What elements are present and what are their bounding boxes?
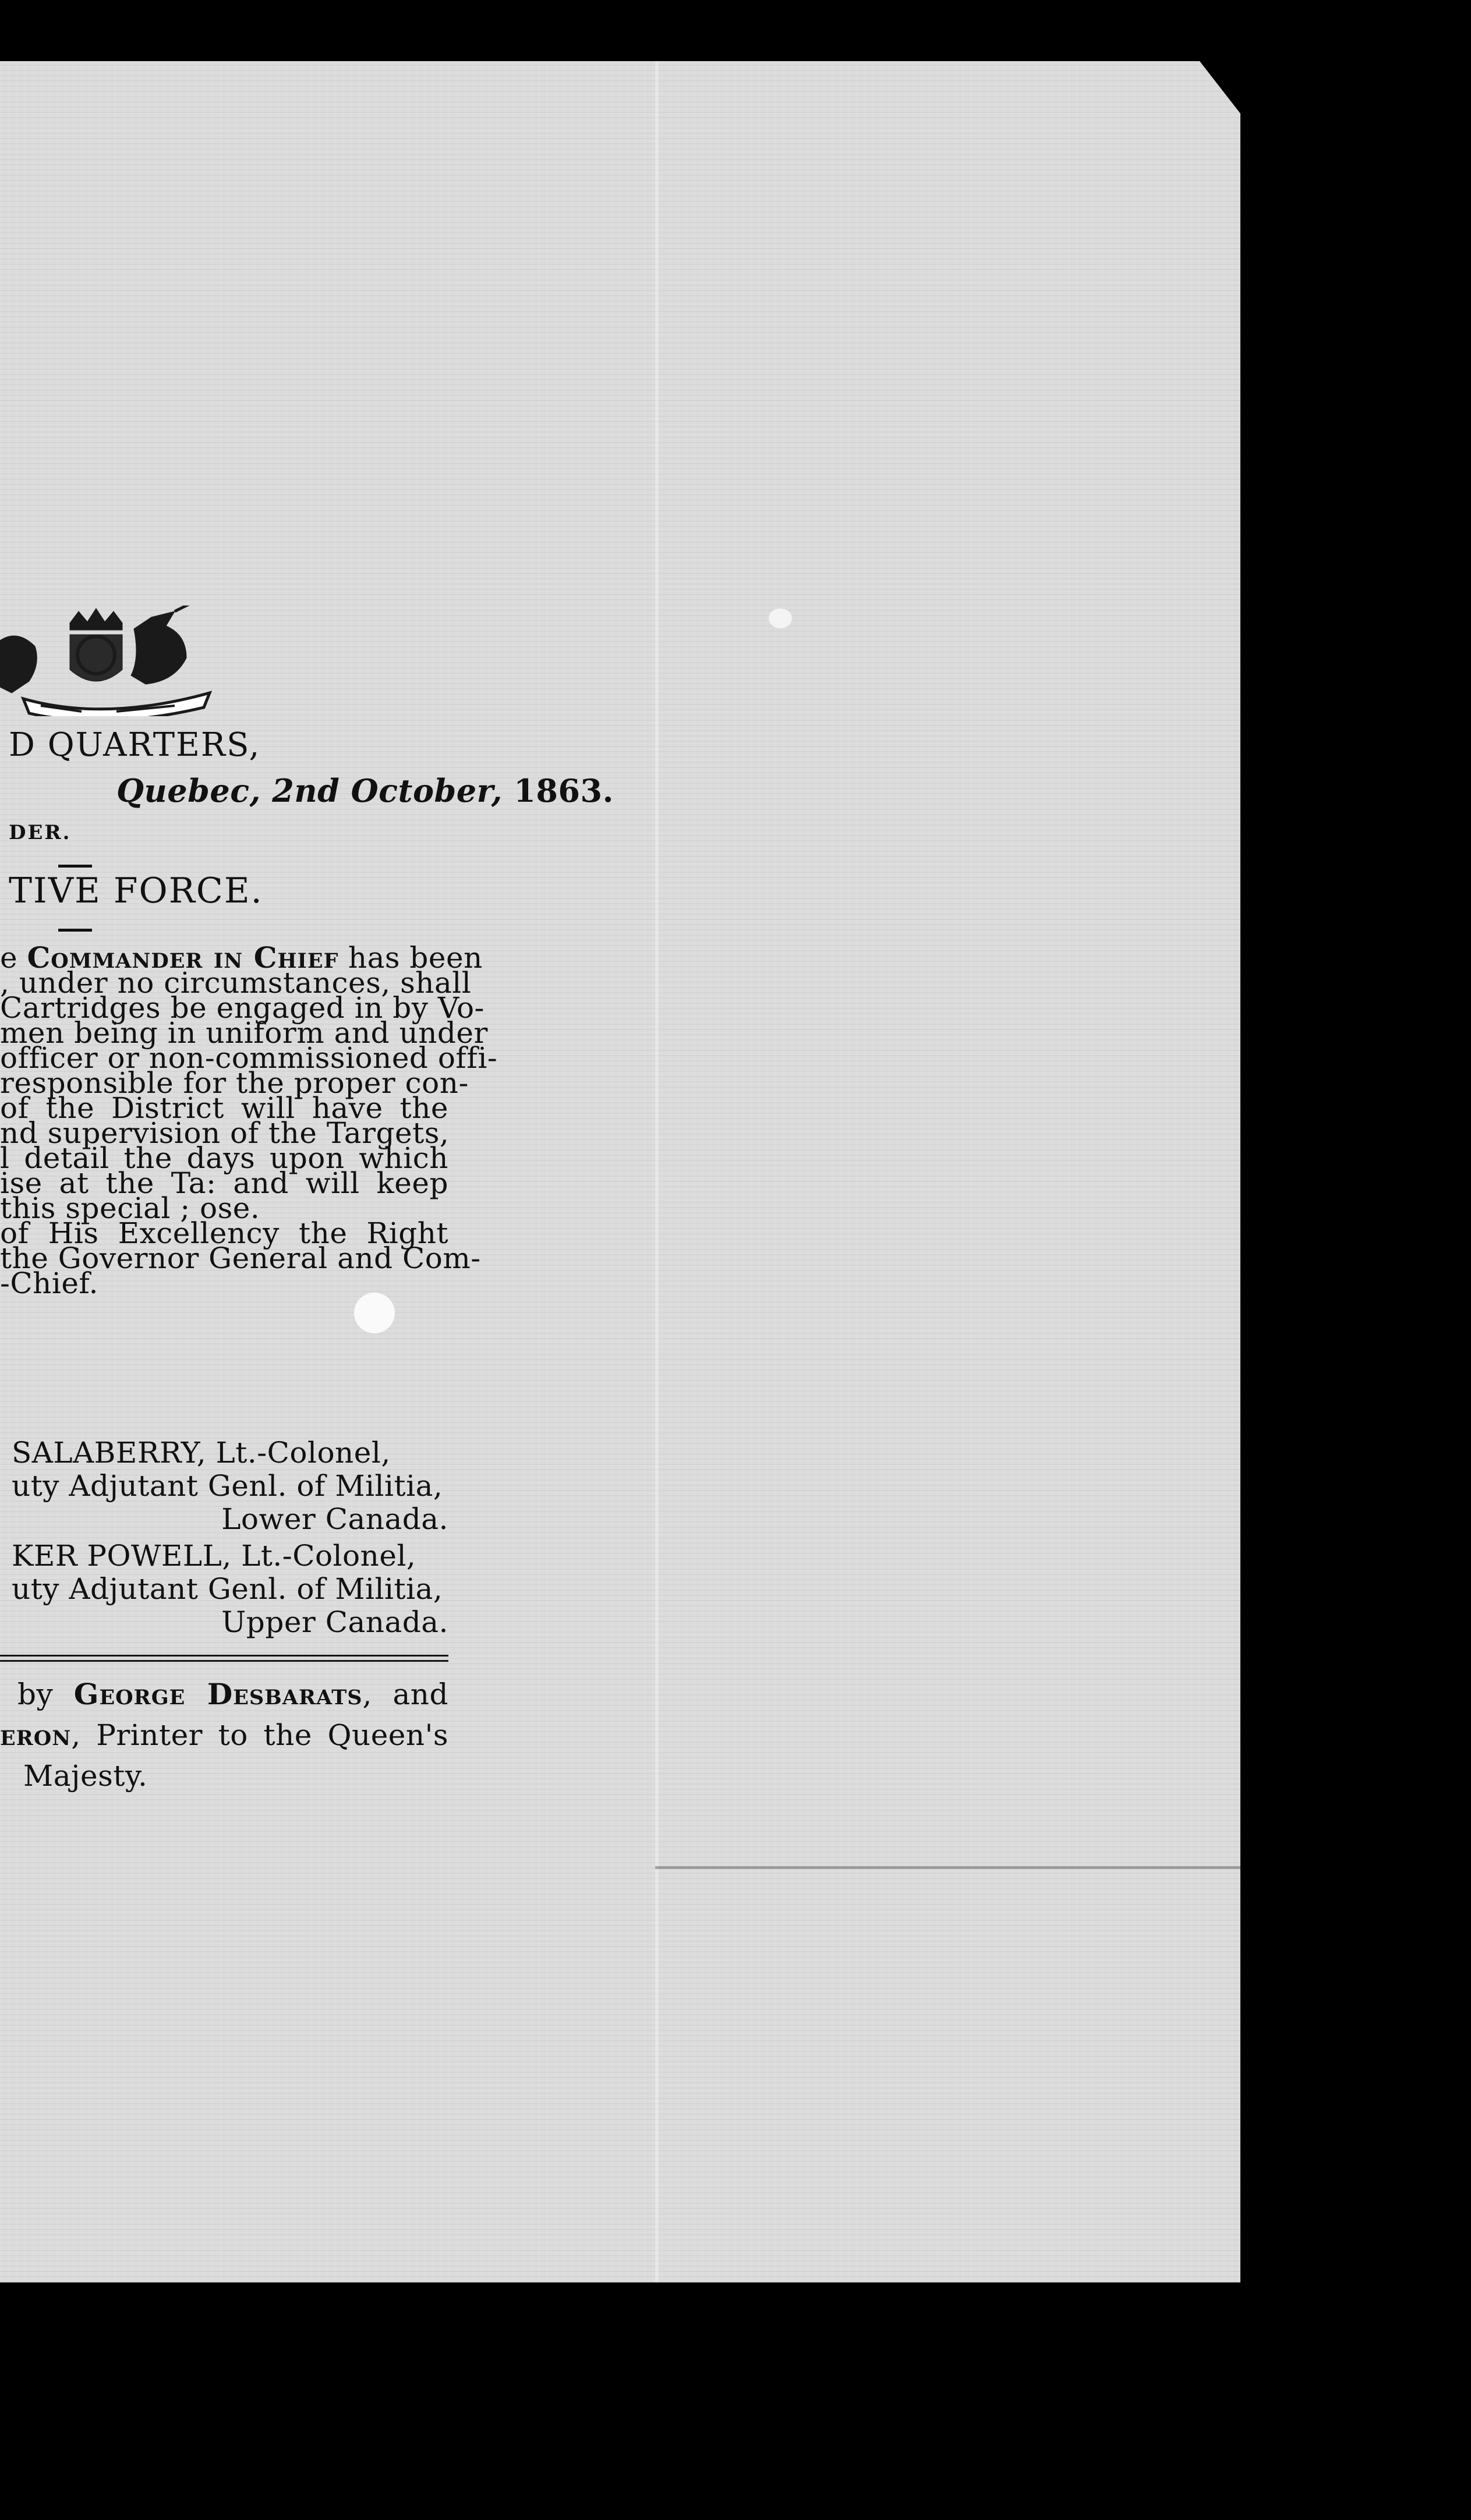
divider-rule	[58, 929, 92, 932]
headquarters-heading: D QUARTERS,	[9, 726, 261, 764]
signature-name-line: SALABERRY, Lt.-Colonel,	[12, 1436, 391, 1470]
royal-coat-of-arms-image	[0, 606, 215, 716]
horizontal-fold-line	[655, 1866, 1240, 1869]
body-text-line: officer or non-commissioned offi-	[0, 1041, 498, 1075]
vertical-fold-line	[655, 61, 659, 2282]
body-text-line: nd supervision of the Targets,	[0, 1116, 450, 1150]
body-text-line: responsible for the proper con-	[0, 1066, 469, 1100]
dateline-place-date: Quebec, 2nd October,	[116, 772, 503, 809]
body-text-line: -Chief.	[0, 1266, 99, 1300]
body-text-line: the Governor General and Com-	[0, 1241, 481, 1275]
body-text-line: l detail the days upon which	[0, 1141, 448, 1175]
body-text-line: men being in uniform and under	[0, 1016, 488, 1050]
dateline-year: 1863.	[514, 772, 614, 809]
order-label: DER.	[9, 821, 72, 844]
signature-name-line: KER POWELL, Lt.-Colonel,	[12, 1539, 416, 1573]
imprint-line-3: Majesty.	[23, 1759, 148, 1793]
signature-title-line: uty Adjutant Genl. of Militia,	[12, 1572, 443, 1606]
signature-region-line: Lower Canada.	[221, 1502, 448, 1536]
body-text-line: , under no circumstances, shall	[0, 966, 472, 1000]
bottom-double-rule	[0, 1660, 448, 1662]
dateline	[116, 773, 614, 808]
body-text-line: Cartridges be engaged in by Vo-	[0, 991, 485, 1025]
body-text-line: e Commander in Chief has been	[0, 940, 483, 975]
imprint-line-2: eron, Printer to the Queen's	[0, 1718, 448, 1752]
body-text-line: of His Excellency the Right	[0, 1216, 448, 1250]
paper-blemish	[769, 608, 792, 628]
signature-title-line: uty Adjutant Genl. of Militia,	[12, 1469, 443, 1503]
body-text-line: of the District will have the	[0, 1091, 448, 1125]
imprint-line-1: by George Desbarats, and	[17, 1677, 448, 1711]
body-text-line: ise at the Ta: and will keep	[0, 1166, 448, 1200]
divider-rule	[58, 865, 92, 868]
body-text-line: this special ; ose.	[0, 1191, 260, 1225]
force-title: TIVE FORCE.	[9, 870, 263, 911]
signature-region-line: Upper Canada.	[221, 1605, 448, 1639]
bottom-double-rule	[0, 1655, 448, 1657]
